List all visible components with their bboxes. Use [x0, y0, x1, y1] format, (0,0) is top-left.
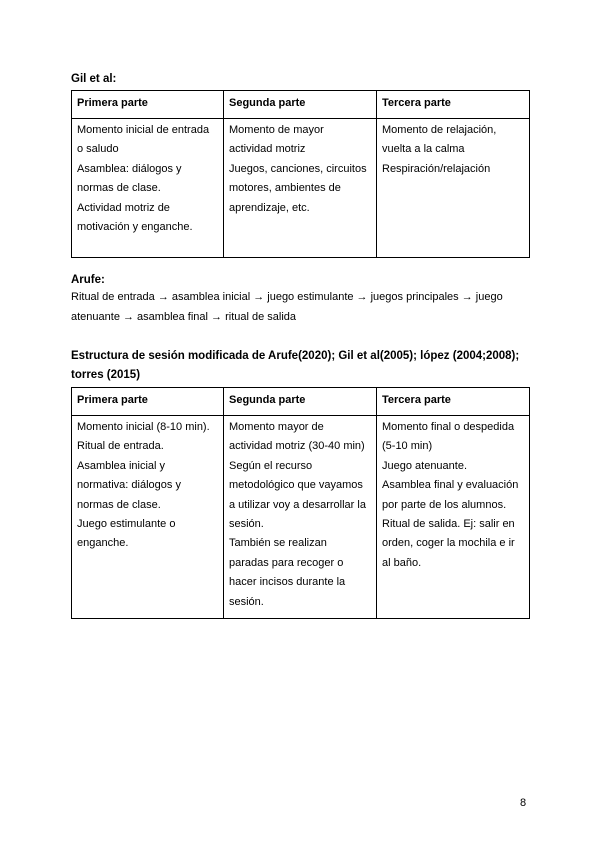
- cell-line: Respiración/relajación: [382, 162, 491, 175]
- cell-line: Momento de relajación,: [382, 124, 497, 136]
- header-tercera-parte: Tercera parte: [377, 91, 530, 119]
- cell-line: a utilizar voy a desarrollar la: [229, 498, 366, 511]
- title-line: Estructura de sesión modificada de Arufe(2020); Gil et al(2005); lópez (2004;2008);: [71, 350, 520, 362]
- cell-line: actividad motriz (30-40 min): [229, 440, 365, 453]
- table-row: [72, 416, 530, 619]
- cell-line: metodológico que vayamos: [229, 479, 363, 492]
- cell-line: sesión.: [229, 595, 264, 608]
- cell-line: paradas para recoger o: [229, 556, 344, 569]
- title-line: torres (2015): [71, 369, 141, 381]
- sequence-line: Ritual de entrada → asamblea inicial → juego estimulante → juegos principales → juego: [71, 291, 503, 303]
- cell-segunda-parte: [224, 119, 377, 258]
- cell-line: hacer incisos durante la: [229, 576, 346, 589]
- cell-line: sesión.: [229, 518, 264, 531]
- cell-line: Asamblea: diálogos y: [77, 162, 182, 175]
- cell-line: Ritual de entrada.: [77, 440, 164, 453]
- cell-primera-parte: [72, 416, 224, 619]
- cell-segunda-parte: [224, 416, 377, 619]
- cell-line: Asamblea inicial y: [77, 459, 166, 472]
- cell-line: normas de clase.: [77, 498, 161, 511]
- cell-primera-parte: [72, 119, 224, 258]
- sequence-line: atenuante → asamblea final → ritual de salida: [71, 310, 297, 323]
- cell-line: Momento inicial de entrada: [77, 124, 210, 136]
- header-segunda-parte: Segunda parte: [224, 91, 377, 119]
- cell-line: normativa: diálogos y: [77, 479, 181, 492]
- section-title-modificada: [71, 347, 519, 385]
- header-segunda-parte: Segunda parte: [224, 388, 377, 416]
- cell-line: Momento final o despedida: [382, 421, 515, 433]
- cell-line: vuelta a la calma: [382, 143, 465, 156]
- cell-line: También se realizan: [229, 537, 327, 550]
- cell-tercera-parte: [377, 416, 530, 619]
- table-modificada: [71, 387, 530, 619]
- table-gil: [71, 90, 530, 258]
- cell-line: Juego estimulante o: [77, 518, 176, 531]
- section-title-gil: Gil et al:: [71, 73, 117, 85]
- cell-line: Juego atenuante.: [382, 459, 468, 472]
- page-number: 8: [520, 797, 527, 809]
- cell-line: Asamblea final y evaluación: [382, 479, 519, 492]
- cell-line: Momento de mayor: [229, 124, 324, 136]
- cell-line: motivación y enganche.: [77, 221, 193, 234]
- cell-line: Según el recurso: [229, 459, 313, 472]
- cell-line: o saludo: [77, 143, 119, 156]
- cell-line: por parte de los alumnos.: [382, 498, 507, 511]
- cell-line: enganche.: [77, 537, 129, 550]
- cell-line: al baño.: [382, 556, 422, 569]
- header-primera-parte: Primera parte: [72, 388, 224, 416]
- cell-line: (5-10 min): [382, 440, 433, 453]
- cell-line: orden, coger la mochila e ir: [382, 537, 515, 550]
- table-header-row: [72, 388, 530, 416]
- cell-line: normas de clase.: [77, 182, 161, 195]
- arufe-sequence: [71, 288, 541, 327]
- cell-line: Ritual de salida. Ej: salir en: [382, 518, 515, 531]
- cell-line: Momento mayor de: [229, 421, 324, 433]
- cell-line: motores, ambientes de: [229, 182, 341, 195]
- cell-line: aprendizaje, etc.: [229, 201, 310, 214]
- cell-tercera-parte: [377, 119, 530, 258]
- cell-line: actividad motriz: [229, 143, 306, 156]
- header-tercera-parte: Tercera parte: [377, 388, 530, 416]
- header-primera-parte: Primera parte: [72, 91, 224, 119]
- table-header-row: [72, 91, 530, 119]
- table-row: [72, 119, 530, 258]
- section-title-arufe: Arufe:: [71, 274, 105, 286]
- cell-line: Juegos, canciones, circuitos: [229, 162, 367, 175]
- cell-line: Momento inicial (8-10 min).: [77, 421, 210, 433]
- cell-line: Actividad motriz de: [77, 201, 170, 214]
